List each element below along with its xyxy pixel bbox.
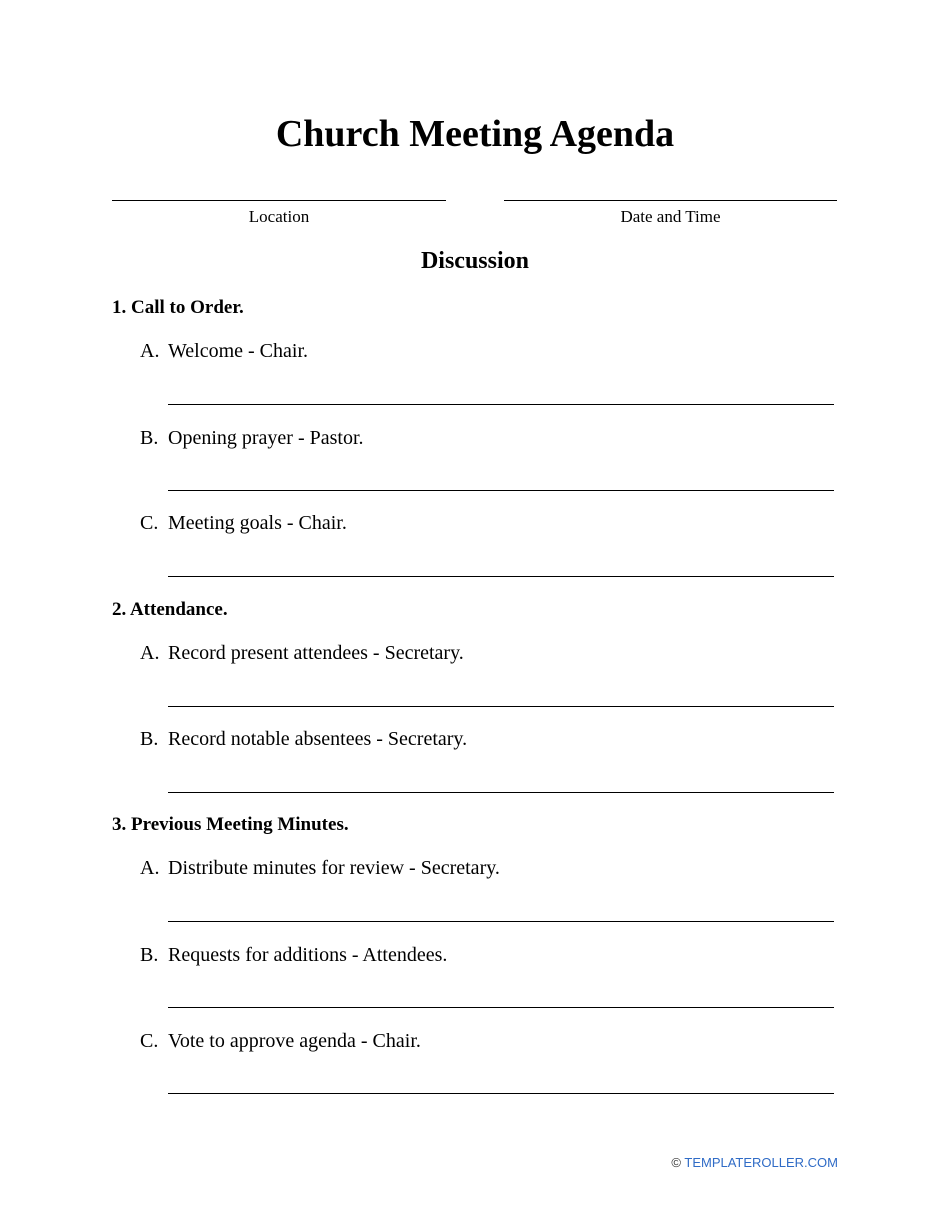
location-field bbox=[112, 200, 446, 227]
item-text: Record notable absentees - Secretary. bbox=[168, 728, 468, 750]
notes-line[interactable] bbox=[168, 490, 834, 491]
notes-line[interactable] bbox=[168, 1093, 834, 1094]
item-letter: A. bbox=[140, 642, 160, 664]
item-letter: B. bbox=[140, 427, 159, 449]
notes-line[interactable] bbox=[168, 921, 834, 922]
group-title-attendance: 2. Attendance. bbox=[112, 599, 228, 620]
agenda-item bbox=[140, 339, 840, 363]
datetime-field bbox=[504, 200, 837, 227]
notes-line[interactable] bbox=[168, 792, 834, 793]
notes-line[interactable] bbox=[168, 576, 834, 577]
item-text: Record present attendees - Secretary. bbox=[168, 642, 464, 664]
agenda-item bbox=[140, 426, 840, 450]
location-label: Location bbox=[248, 207, 310, 226]
item-letter: B. bbox=[140, 728, 159, 750]
item-text: Opening prayer - Pastor. bbox=[168, 427, 364, 449]
agenda-item bbox=[140, 1029, 840, 1053]
agenda-item bbox=[140, 727, 840, 751]
item-letter: A. bbox=[140, 857, 160, 879]
agenda-item bbox=[140, 511, 840, 535]
agenda-item bbox=[140, 856, 840, 880]
notes-line[interactable] bbox=[168, 1007, 834, 1008]
item-text: Meeting goals - Chair. bbox=[168, 512, 347, 534]
footer bbox=[671, 1155, 838, 1171]
group-title-previous-minutes: 3. Previous Meeting Minutes. bbox=[112, 814, 349, 835]
agenda-item bbox=[140, 641, 840, 665]
item-letter: B. bbox=[140, 944, 159, 966]
page-title: Church Meeting Agenda bbox=[275, 113, 675, 155]
item-letter: A. bbox=[140, 340, 160, 362]
templateroller-link[interactable]: TEMPLATEROLLER.COM bbox=[684, 1155, 838, 1170]
item-letter: C. bbox=[140, 1030, 159, 1052]
notes-line[interactable] bbox=[168, 706, 834, 707]
item-text: Distribute minutes for review - Secretary. bbox=[168, 857, 500, 879]
item-text: Requests for additions - Attendees. bbox=[168, 944, 448, 966]
agenda-item bbox=[140, 943, 840, 967]
location-line[interactable] bbox=[112, 200, 446, 201]
item-text: Welcome - Chair. bbox=[168, 340, 309, 362]
item-letter: C. bbox=[140, 512, 159, 534]
group-title-call-to-order: 1. Call to Order. bbox=[112, 297, 244, 318]
item-text: Vote to approve agenda - Chair. bbox=[168, 1030, 421, 1052]
notes-line[interactable] bbox=[168, 404, 834, 405]
datetime-label: Date and Time bbox=[620, 207, 721, 226]
datetime-line[interactable] bbox=[504, 200, 837, 201]
discussion-heading: Discussion bbox=[420, 248, 530, 274]
copyright-symbol: © bbox=[671, 1155, 681, 1170]
